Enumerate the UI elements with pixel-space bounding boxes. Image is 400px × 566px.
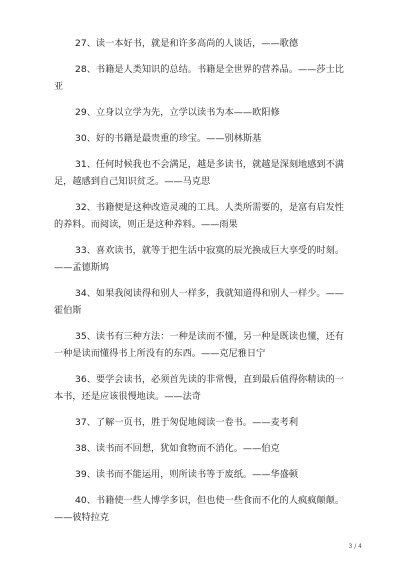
quote-item: 35、读书有三种方法：一种是读而不懂，另一种是既读也懂，还有一种是读而懂得书上所没有的东西。——克尼雅日宁 xyxy=(54,331,344,359)
quote-item: 37、了解一页书，胜于匆促地阅读一卷书。——麦考利 xyxy=(75,417,299,428)
quote-item: 28、书籍是人类知识的总结。书籍是全世界的营养品。——莎士比亚 xyxy=(54,64,344,92)
quote-item: 33、喜欢读书，就等于把生活中寂寞的辰光换成巨大享受的时刻。——孟德斯鸠 xyxy=(54,245,344,273)
quote-list xyxy=(54,35,350,535)
quote-item: 36、要学会读书，必须首先读的非常慢，直到最后值得你精读的一本书，还是应该很慢地读。——法奇 xyxy=(54,374,344,402)
page-number: 3 / 4 xyxy=(348,543,362,550)
quote-item: 38、读书而不回想，犹如食物而不消化。——伯克 xyxy=(75,443,280,454)
quote-item: 30、好的书籍是最贵重的珍宝。——别林斯基 xyxy=(75,133,262,144)
quote-item: 32、书籍便是这种改造灵魂的工具。人类所需要的，是富有启发性的养料。而阅读，则正是这种养料。——雨果 xyxy=(54,202,344,230)
quote-item: 39、读书而不能运用，则所读书等于废纸。——华盛顿 xyxy=(75,469,299,480)
quote-item: 27、读一本好书，就是和许多高尚的人谈话，——歌德 xyxy=(75,38,299,49)
quote-item: 40、书籍使一些人博学多识，但也使一些食而不化的人疯疯颠颠。——彼特拉克 xyxy=(54,495,344,523)
quote-item: 29、立身以立学为先，立学以读书为本——欧阳修 xyxy=(75,107,280,118)
quote-item: 31、任何时候我也不会满足，越是多读书，就越是深刻地感到不满足，越感到自己知识贫乏。——马克思 xyxy=(54,159,344,187)
quote-item: 34、如果我阅读得和别人一样多，我就知道得和别人一样少。——霍伯斯 xyxy=(54,288,344,316)
